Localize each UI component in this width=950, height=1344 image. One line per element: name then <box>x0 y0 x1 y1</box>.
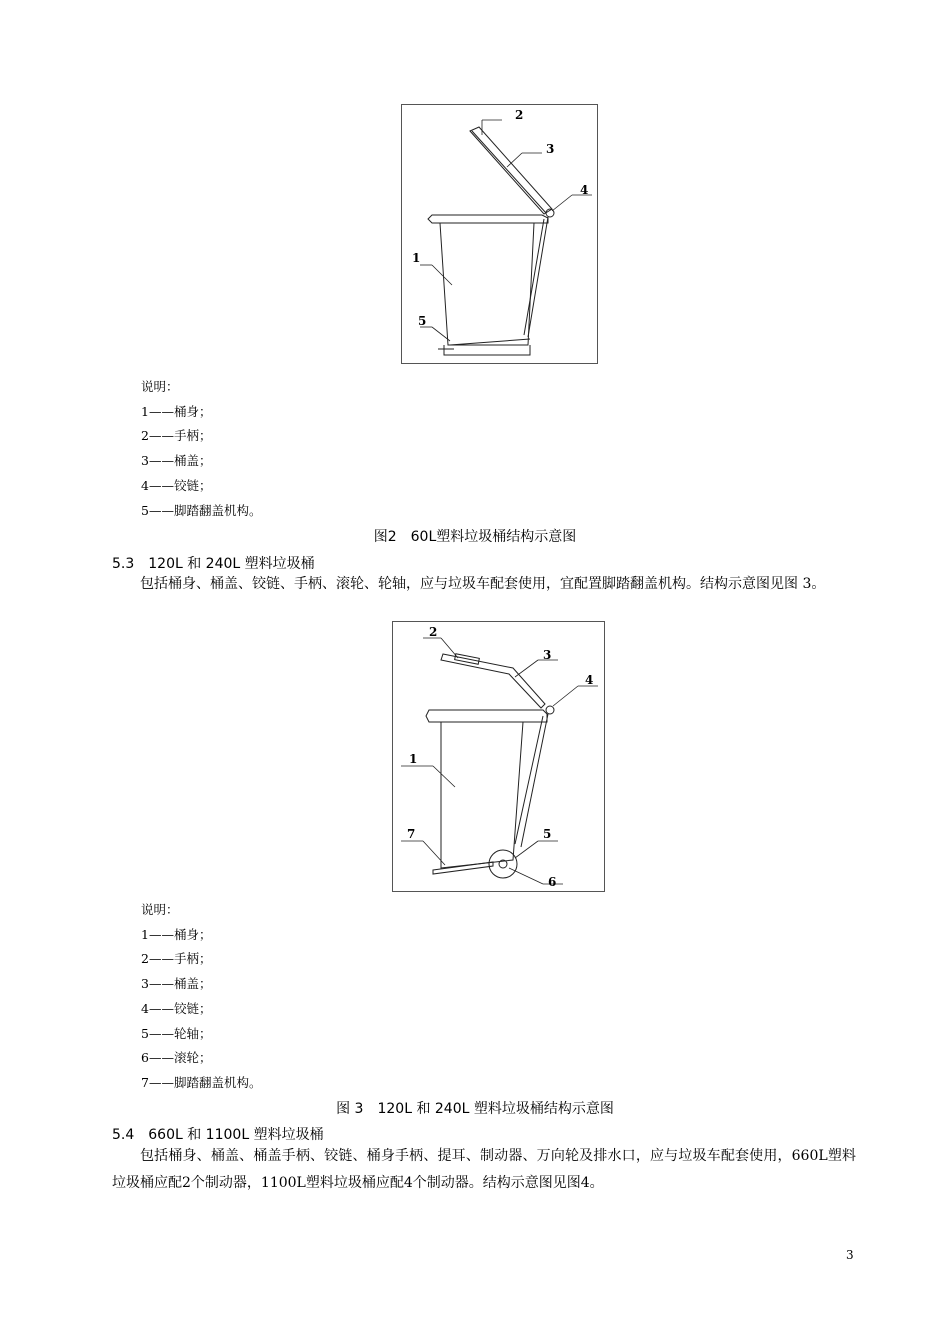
legend-title: 说明： <box>141 379 179 394</box>
fig2-label-5: 5 <box>418 314 427 328</box>
legend-item: 7——脚踏翻盖机构。 <box>141 1074 262 1090</box>
page-number: 3 <box>846 1248 854 1262</box>
legend-item: 3——桶盖； <box>141 976 212 992</box>
section-5-4-paragraph: 包括桶身、桶盖、桶盖手柄、铰链、桶身手柄、提耳、制动器、万向轮及排水口，应与垃圾车配套使用，660L塑料垃圾桶应配2个制动器，1100L塑料垃圾桶应配4个制动器。结构示意图见图4。 <box>112 1148 856 1191</box>
fig3-label-4: 4 <box>585 673 594 687</box>
fig3-label-3: 3 <box>543 648 552 662</box>
legend-item: 1——桶身； <box>141 926 212 942</box>
legend-item: 5——轮轴； <box>141 1025 212 1041</box>
legend-title: 说明： <box>141 902 179 917</box>
fig3-body <box>441 722 523 868</box>
fig3-hinge <box>546 706 554 714</box>
fig3-label-7: 7 <box>407 827 416 841</box>
fig3-rim <box>426 710 547 722</box>
legend-item: 3——桶盖； <box>141 453 212 469</box>
legend-item: 2——手柄； <box>141 428 212 444</box>
figure-3-legend <box>141 898 261 1096</box>
legend-item: 2——手柄； <box>141 951 212 967</box>
section-5-3-heading: 5.3 120L 和 240L 塑料垃圾桶 <box>112 556 315 572</box>
fig3-label-5: 5 <box>543 827 552 841</box>
figure-2-diagram <box>401 104 598 364</box>
fig3-label-1: 1 <box>409 752 418 766</box>
legend-item: 6——滚轮； <box>141 1050 212 1066</box>
figure-3-svg <box>393 622 604 891</box>
fig2-label-2: 2 <box>515 108 524 122</box>
figure-3-diagram <box>392 621 605 892</box>
figure-3-caption: 图 3 120L 和 240L 塑料垃圾桶结构示意图 <box>336 1101 614 1117</box>
fig3-label-2: 2 <box>429 625 438 639</box>
section-5-3-paragraph: 包括桶身、桶盖、铰链、手柄、滚轮、轮轴，应与垃圾车配套使用，宜配置脚踏翻盖机构。结构示意图见图 3。 <box>140 576 826 592</box>
section-5-4-heading: 5.4 660L 和 1100L 塑料垃圾桶 <box>112 1127 324 1143</box>
fig2-body <box>440 223 534 345</box>
legend-item: 1——桶身； <box>141 403 212 419</box>
fig2-lid <box>470 127 555 214</box>
figure-2-caption: 图2 60L塑料垃圾桶结构示意图 <box>373 529 577 545</box>
figure-2-svg <box>402 105 597 363</box>
fig2-rim <box>428 215 548 223</box>
fig2-label-1: 1 <box>412 251 421 265</box>
fig3-lid <box>441 654 545 708</box>
legend-item: 4——铰链； <box>141 477 212 493</box>
figure-2-legend <box>141 375 261 523</box>
fig2-label-3: 3 <box>546 142 555 156</box>
fig2-label-4: 4 <box>580 183 589 197</box>
fig3-label-6: 6 <box>548 875 557 889</box>
legend-item: 4——铰链； <box>141 1000 212 1016</box>
legend-item: 5——脚踏翻盖机构。 <box>141 502 262 518</box>
